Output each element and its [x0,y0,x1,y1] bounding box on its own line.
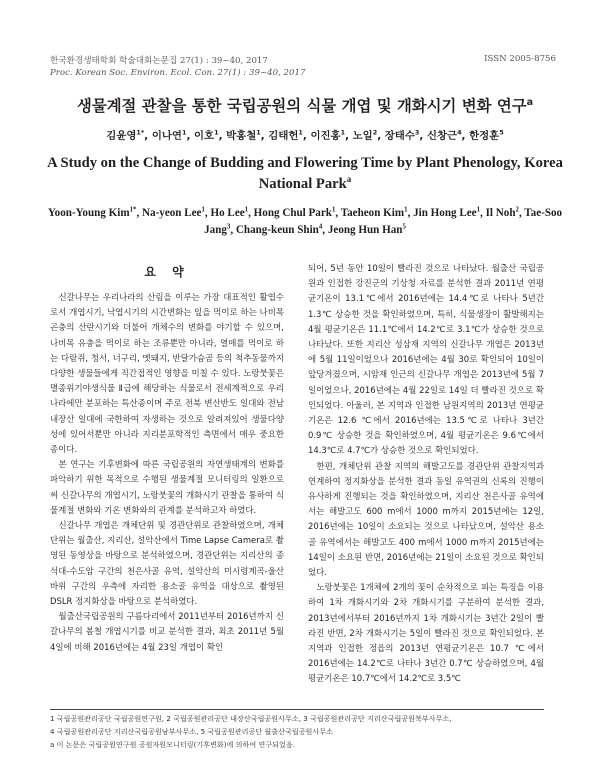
title-korean [40,94,570,116]
left-column [50,290,284,655]
right-paragraph-3: 노랑붓꽃은 1개체에 2개의 꽃이 순차적으로 피는 특징을 이용하여 1차 개화시기와 2차 개화시기를 구분하여 분석한 결과, 2013년에서부터 2016년까지 1차 개화시기는 3년간 2일이 빨라진 반면, 2차 개화시기는 5일이 빨라진 것으로 확인되었다. 본 지역과 인접한 정읍의 2013년 연평균기온은 10.7 ℃에서 2016년에는 14.2℃로 나타나 3년간 0.7℃ 상승하였으며, 4월 평균기온은 10.7℃에서 14.2℃로 3.5℃ [308,582,544,684]
footnote-divider [50,709,544,710]
issn: ISSN 2005-8756 [484,54,556,64]
left-paragraph-2: 본 연구는 기후변화에 따른 국립공원의 자연생태계의 변화를 파악하기 위한 목적으로 수행된 생물계절 모니터링의 일환으로써 신갈나무의 개엽시기, 노랑붓꽃의 개화시기 관찰을 통하여 식물계절 변화와 기온 변화와의 관계를 분석하고자 하였다. [50,459,284,515]
affiliation-marker: 1 [201,206,205,214]
affiliation-marker: 1 [476,206,481,214]
right-column [308,261,544,687]
left-paragraph-1: 신갈나무는 우리나라의 산림을 이루는 가장 대표적인 활엽수로서 개엽시기, 낙엽시기의 시간변화는 잎을 먹이로 하는 나비목 곤충의 산란시기와 더불어 개체수의 변화를 야기할 수 있으며, 나비목 유충을 먹이로 하는 조류뿐만 아니라, 열매를 먹이로 하는 다람쥐, 청서, 너구리, 멧돼지, 반달가슴곰 등의 척추동물까지 다양한 생물들에게 직간접적인 영향을 미칠 수 있다. 노랑붓꽃은 멸종위기야생식물 Ⅱ급에 해당하는 식물로서 전세계적으로 우리나라에만 분포하는 특산종이며 주로 전북 변산반도 일대와 전남 내장산 일대에 국한하여 자생하는 것으로 알려져있어 생물다양성에 있어서뿐만 아니라 지리분포학적인 측면에서 매우 중요한 종이다. [50,292,284,455]
title-english-sup: a [346,174,352,185]
affiliation-marker: 1* [136,128,145,137]
affiliation-marker: 1 [256,128,261,137]
affiliation-marker: 3 [414,128,420,137]
title-korean-text: 생물계절 관찰을 통한 국립공원의 식물 개엽 및 개화시기 변화 연구 [76,97,527,115]
affiliation-marker: 1 [298,128,303,137]
left-paragraph-3: 신갈나무 개엽은 개체단위 및 경관단위로 관찰하였으며, 개체단위는 월출산, 지리산, 설악산에서 Time Lapse Camera로 촬영된 동영상을 바탕으로 분석하였으며, 경관단위는 지리산의 종석대-수도암 구간의 천은사골 유역, 설악산의 미시령계곡-울산바위 구간의 우측에 자리한 용소골 유역을 대상으로 촬영된 DSLR 정지화상을 바탕으로 분석하였다. [50,520,284,607]
affiliation-marker: 1 [404,206,408,214]
left-paragraph-4: 월출산국립공원의 구름다리에서 2011년부터 2016년까지 신갈나무의 봄철 개엽시기를 비교 분석한 결과, 최초 2011년 5월 4일에 비해 2016년에는 4월 23일 개엽이 확인 [50,611,284,652]
affiliation-marker: 1 [340,128,346,137]
affiliation-marker: 1 [214,128,219,137]
affiliation-marker: 3 [226,223,231,231]
affiliation-marker: 1 [244,206,249,214]
affiliation-marker: 1 [181,128,187,137]
title-korean-sup: a [526,96,534,108]
right-paragraph-1: 되어, 5년 동안 10일이 빨라진 것으로 나타났다. 월출산 국립공원과 인접한 강진군의 기상청 자료를 분석한 결과 2011년 연평균기온이 13.1℃에서 2016년에는 14.4℃로 나타나 5년간 1.3℃ 상승한 것을 확인하였으며, 특히, 식물생장이 활발해지는 4월 평균기온은 11.1℃에서 14.2℃로 3.1℃가 상승한 것으로 나타났다. 또한 지리산 성삼재 지역의 신갈나무 개엽은 2013년에 5월 11일이었으나 2016년에는 4월 30로 확인되어 10일이 앞당겨졌으며, 시암재 인근의 신갈나무 개엽은 2013년에 5월 7일이었으나, 2016년에는 4월 22일로 14일 더 빨라진 것으로 확인되었다. 아울러, 본 지역과 인접한 남원지역의 2013년 연평균기온은 12.6 ℃에서 2016년에는 13.5℃로 나타나 3년간 0.9℃ 상승한 것을 확인하였으며, 4월 평균기온은 9.6℃에서 14.3℃로 4.7℃가 상승한 것으로 확인되었다. [308,263,544,456]
affiliation-marker: 4 [318,223,323,231]
footnote-1: 1 국립공원관리공단 국립공원연구원, 2 국립공원관리공단 내장산국립공원사무소, 3 국립공원관리공단 지리산국립공원북부사무소, [50,714,452,723]
authors-english: Yoon-Young Kim$^{1*}$, Na-yeon Lee$^1$, Ho Lee$^1$, Hong Chul Park$^1$, Taeheon Kim$^1$, Jin Hong Lee$^1$, Il Noh$^2$, Tae-Soo Jang$^3$, Chang-keun Shin$^4$, Jeong Hun Han$^5$ [47,206,563,236]
title-english-text: A Study on the Change of Budding and Flowering Time by Plant Phenology, Korea National Park [47,155,563,192]
affiliation-marker: 1 [331,206,336,214]
authors-korean: 김윤영$^{1*}$, 이나연$^1$, 이호$^1$, 박홍철$^1$, 김태헌$^1$, 이진홍$^1$, 노일$^2$, 장태수$^3$, 신창근$^4$, 한정훈$^5$ [106,128,504,142]
journal-ko: 한국환경생태학회 학술대회논문집 27(1) : 39~40, 2017 [50,56,268,66]
affiliation-marker: 2 [515,206,519,214]
footnote-2: 4 국립공원관리공단 지리산국립공원남부사무소, 5 국립공원관리공단 월출산국립공원사무소 [50,727,333,736]
affiliation-marker: 5 [499,128,504,137]
footnote-3: a 이 논문은 국립공원연구원 공원자원모니터링(기후변화)에 의하여 연구되었음. [50,740,295,749]
affiliation-marker: 1* [129,206,137,214]
affiliation-marker: 2 [372,128,378,137]
journal-en: Proc. Korean Soc. Environ. Ecol. Con. 27(1) : 39~40, 2017 [50,68,306,78]
title-english [40,153,570,195]
affiliation-marker: 4 [457,128,462,137]
right-paragraph-2: 한편, 개체단위 관찰 지역의 해발고도를 경관단위 관찰지역과 연계하여 정지화상을 분석한 결과 동일 유역권의 신록의 진행이 유사하게 진행되는 것을 확인하였으며, 지리산 천은사골 유역에서는 해발고도 600 m에서 1000 m까지 2015년에는 12일, 2016년에는 10일이 소요되는 것으로 나타났으며, 설악산 용소골 유역에서는 해발고도 400 m에서 1000 m까지 2015년에는 14일이 소요된 반면, 2016년에는 21일이 소요된 것으로 확인되었다. [308,460,544,578]
abstract-heading: 요 약 [144,265,190,279]
affiliation-marker: 5 [402,223,406,231]
